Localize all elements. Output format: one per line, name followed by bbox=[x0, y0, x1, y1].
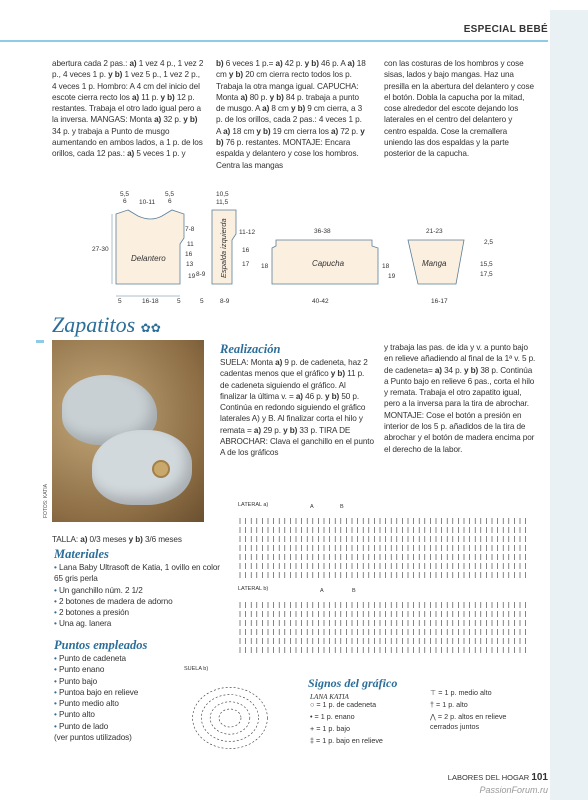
text-run: 12 p. restantes. Trabaja el otro lado igual pero a la inversa. MANGAS: Monta bbox=[52, 92, 201, 125]
size-marker: a) bbox=[253, 425, 262, 435]
bullet-icon: • bbox=[54, 619, 59, 629]
svg-text:B: B bbox=[340, 504, 344, 510]
legend-item: ‡ = 1 p. bajo en relieve bbox=[310, 736, 383, 745]
text-run: 42 p. bbox=[282, 59, 305, 68]
bullet-icon: • bbox=[54, 676, 59, 686]
materiales-title: Materiales bbox=[54, 547, 109, 561]
text-run: 5 veces 1 p. y bbox=[134, 149, 186, 159]
stitch-symbol-icon: • bbox=[310, 712, 315, 721]
size-marker: a) bbox=[295, 391, 303, 401]
size-marker: b) bbox=[216, 59, 224, 68]
list-item: • Punto alto bbox=[54, 710, 95, 720]
list-item: • Punto bajo bbox=[54, 676, 98, 686]
size-marker: a) bbox=[275, 59, 283, 68]
size-marker: y b) bbox=[269, 92, 284, 102]
size-marker: y b) bbox=[183, 115, 198, 125]
text-run: 8 cm bbox=[269, 104, 291, 114]
svg-text:17: 17 bbox=[242, 261, 250, 268]
svg-text:16: 16 bbox=[185, 251, 193, 258]
text-run: SUELA: Monta bbox=[220, 358, 276, 367]
size-marker: a) bbox=[127, 149, 135, 159]
flower-icon: ✿✿ bbox=[140, 321, 161, 335]
crochet-chart-suela bbox=[180, 660, 280, 760]
svg-text:10-11: 10-11 bbox=[139, 199, 156, 206]
svg-text:A: A bbox=[320, 588, 324, 594]
bullet-icon: • bbox=[54, 585, 59, 595]
text-run: 19 cm cierra los bbox=[270, 126, 332, 136]
text-run: 11 p. bbox=[139, 92, 161, 102]
svg-text:18: 18 bbox=[261, 263, 269, 270]
text-run: 46 p. bbox=[302, 391, 325, 401]
page-edge-tab bbox=[550, 10, 588, 800]
section-accent bbox=[36, 340, 44, 343]
size-marker: a) bbox=[434, 365, 442, 375]
legend-item: † = 1 p. alto bbox=[430, 700, 468, 709]
list-item: • 2 botones de madera de adorno bbox=[54, 596, 173, 606]
capucha-label: Capucha bbox=[312, 259, 345, 268]
text-run: 6 veces 1 p.= bbox=[223, 59, 276, 68]
text-column-3 bbox=[384, 58, 536, 160]
text-run: 1 vez 4 p., 1 vez 2 p., 4 veces 1 p. bbox=[52, 59, 204, 80]
text-run: 46 p. A bbox=[318, 59, 348, 68]
svg-text:5,5: 5,5 bbox=[165, 191, 175, 198]
size-marker: y b) bbox=[463, 365, 479, 375]
text-run: 20 cm cierra recto todos los p. Trabaja la otra manga igual. CAPUCHA: Monta bbox=[216, 70, 359, 102]
svg-text:11,5: 11,5 bbox=[216, 199, 229, 206]
text-run: 29 p. bbox=[261, 425, 284, 435]
text-run: 34 p. y trabaja a Punto de musgo aumentando en ambos lados, a 1 p. de los orillos, cada 12 pas.: bbox=[52, 126, 203, 159]
stitch-symbol-icon: ⋀ bbox=[430, 712, 438, 721]
size-marker: a) bbox=[131, 92, 140, 102]
svg-text:17,5: 17,5 bbox=[480, 271, 493, 278]
text-run: con las costuras de los hombros y cose sisas, lados y bajo mangas. Haz una presilla en la abertura del delantero y cose el botón. Dobla la capucha por la mitad, cose alrededor del escote dejando los laterales en el centro del delantero y centro espalda. Cose la cremallera uniendo las dos espaldas y la parte posterior de la capucha. bbox=[384, 59, 534, 159]
bullet-icon: • bbox=[54, 687, 59, 697]
svg-text:10,5: 10,5 bbox=[216, 191, 229, 198]
legend-item: ○ = 1 p. de cadeneta bbox=[310, 700, 377, 709]
garment-schematic bbox=[76, 186, 526, 308]
size-marker: y b) bbox=[283, 425, 298, 435]
svg-text:5: 5 bbox=[118, 298, 122, 305]
size-marker: y b) bbox=[216, 126, 365, 148]
legend-item: ⊤ = 1 p. medio alto bbox=[430, 688, 492, 697]
product-photo bbox=[52, 340, 204, 522]
svg-text:6: 6 bbox=[168, 198, 172, 205]
svg-text:LATERAL a): LATERAL a) bbox=[238, 502, 269, 508]
realizacion-title: Realización bbox=[220, 342, 281, 356]
section-title: Zapatitos ✿✿ bbox=[52, 312, 161, 337]
text-run: 18 cm bbox=[230, 126, 257, 136]
svg-text:2,5: 2,5 bbox=[484, 239, 494, 246]
text-run: 50 p. Continúa en redondo siguiendo el gráfico laterales A) bbox=[220, 391, 366, 424]
size-marker: a) bbox=[240, 92, 248, 102]
text-run: 9 cm cierra, a 3 p. de los orillos, cada 2 pas.: 4 veces 1 p. A bbox=[216, 104, 363, 136]
svg-text:40-42: 40-42 bbox=[312, 298, 329, 305]
stitch-symbol-icon: ⊤ bbox=[430, 688, 439, 697]
list-item: • Punto de cadeneta bbox=[54, 654, 126, 663]
svg-text:15,5: 15,5 bbox=[480, 261, 493, 268]
svg-text:18: 18 bbox=[382, 263, 390, 270]
text-run: y bbox=[261, 414, 266, 424]
delantero-label: Delantero bbox=[131, 254, 166, 263]
svg-text:27-30: 27-30 bbox=[92, 246, 109, 253]
svg-text:LATERAL b): LATERAL b) bbox=[238, 586, 269, 592]
header-rule bbox=[0, 40, 548, 42]
manga-label: Manga bbox=[422, 259, 447, 268]
size-marker: y b) bbox=[304, 59, 319, 68]
stitch-symbol-icon: ‡ bbox=[310, 736, 316, 745]
legend-item: ⋀ = 2 p. altos en relieve cerrados juntos bbox=[430, 712, 507, 731]
svg-text:16: 16 bbox=[242, 247, 250, 254]
svg-text:8-9: 8-9 bbox=[196, 271, 206, 278]
footer bbox=[448, 772, 548, 783]
text-run: 38 p. Continúa a Punto bajo en relieve 6 pas., corta el hilo y remata. Trabaja el otro zapatito igual, pero a la inversa para la tira de abrochar. MONTAJE: Cose el botón a presión en interior de los 5 p. añadidos de la tira de abrochar y el botón de madera encima por el derecho de la labor. bbox=[384, 365, 535, 454]
sole-round bbox=[210, 702, 250, 734]
svg-text:6: 6 bbox=[123, 198, 127, 205]
text-run: 9 p. de cadeneta, haz 2 cadentas menos que el gráfico bbox=[220, 358, 368, 379]
bullet-icon: • bbox=[54, 563, 59, 572]
bullet-icon: • bbox=[54, 596, 59, 606]
delantero-piece bbox=[116, 210, 184, 284]
sole-round bbox=[193, 687, 268, 748]
text-run: 72 p. bbox=[338, 126, 361, 136]
list-item: • Punto enano bbox=[54, 665, 105, 675]
bullet-icon: • bbox=[54, 654, 59, 663]
stitch-symbol-icon: + bbox=[310, 724, 317, 733]
text-run: 80 p. bbox=[247, 92, 270, 102]
size-marker: y b) bbox=[325, 391, 340, 401]
bullet-icon: • bbox=[54, 665, 59, 675]
svg-text:A: A bbox=[310, 504, 314, 510]
list-item: • Un ganchillo núm. 2 1/2 bbox=[54, 585, 143, 595]
espalda-label: Espalda izquierda bbox=[219, 218, 228, 278]
photo-credit: FOTOS: KATIA bbox=[43, 484, 49, 518]
bullet-icon: • bbox=[54, 699, 59, 709]
footer-magazine: LABORES DEL HOGAR bbox=[447, 773, 530, 782]
list-item: • Punto de lado bbox=[54, 721, 109, 731]
signos-title: Signos del gráfico bbox=[308, 676, 398, 690]
svg-text:SUELA b): SUELA b) bbox=[184, 666, 209, 672]
svg-text:7-8: 7-8 bbox=[185, 226, 195, 233]
text-run: 33 p. TIRA DE ABROCHAR: Clava el ganchillo en el punto A de los gráficos bbox=[220, 425, 374, 458]
text-run: 18 cm bbox=[216, 59, 366, 80]
size-marker: a) bbox=[154, 115, 162, 125]
list-item: • 2 botones a presión bbox=[54, 608, 129, 618]
text-run: 34 p. bbox=[441, 365, 464, 375]
stitch-symbol-icon: ○ bbox=[310, 700, 317, 709]
size-marker: y b) bbox=[330, 369, 345, 379]
puntos-title: Puntos empleados bbox=[54, 638, 148, 652]
list-item: • Una ag. lanera bbox=[54, 619, 112, 629]
svg-text:5: 5 bbox=[177, 298, 181, 305]
list-item: • Lana Baby Ultrasoft de Katia, 1 ovillo en color 65 gris perla bbox=[54, 563, 220, 584]
text-column-1 bbox=[52, 58, 204, 160]
svg-text:5,5: 5,5 bbox=[120, 191, 130, 198]
signos-subtitle: LANA KATIA bbox=[310, 693, 349, 701]
stitch-symbol-icon: † bbox=[430, 700, 436, 709]
size-marker: a) bbox=[347, 59, 355, 68]
puntos-note: (ver puntos utilizados) bbox=[54, 733, 132, 743]
svg-text:16-18: 16-18 bbox=[142, 298, 159, 305]
watermark: PassionForum.ru bbox=[479, 785, 548, 795]
svg-text:19: 19 bbox=[388, 273, 396, 280]
signos-right-list bbox=[430, 688, 534, 734]
text-run: 11 p. de cadeneta siguiendo el gráfico. Al finalizar la última v. = bbox=[220, 369, 365, 401]
svg-text:16-17: 16-17 bbox=[431, 298, 448, 305]
text-run: 32 p. bbox=[161, 115, 184, 125]
text-run: abertura cada 2 pas.: bbox=[52, 59, 130, 68]
size-marker: a) bbox=[262, 104, 270, 114]
size-marker: y b) bbox=[228, 70, 244, 80]
text-run: y trabaja las pas. de ida y v. a punto bajo en relieve añadiendo al final de la 1ª v. 5 p. de cadeneta= bbox=[384, 343, 536, 375]
svg-text:36-38: 36-38 bbox=[314, 228, 331, 235]
legend-item: + = 1 p. bajo bbox=[310, 724, 350, 733]
size-marker: a) bbox=[223, 126, 231, 136]
header-title: ESPECIAL BEBÉ bbox=[463, 24, 548, 35]
realizacion-column-2 bbox=[384, 342, 536, 455]
signos-left-list bbox=[310, 700, 430, 748]
svg-text:5: 5 bbox=[200, 298, 204, 305]
svg-text:11-12: 11-12 bbox=[239, 229, 256, 236]
svg-text:11: 11 bbox=[187, 241, 194, 248]
realizacion-block bbox=[220, 342, 374, 459]
text-run: 84 p. trabaja a punto de musgo. A bbox=[216, 92, 359, 114]
size-marker: y b) bbox=[108, 70, 123, 80]
page-number: 101 bbox=[531, 772, 548, 783]
sole-round bbox=[219, 709, 241, 727]
svg-text:8-9: 8-9 bbox=[220, 298, 230, 305]
size-marker: y b) bbox=[256, 126, 271, 136]
size-marker: y b) bbox=[290, 104, 306, 114]
bullet-icon: • bbox=[54, 608, 59, 618]
list-item: • Puntoa bajo en relieve bbox=[54, 687, 139, 697]
bullet-icon: • bbox=[54, 721, 59, 731]
legend-item: • = 1 p. enano bbox=[310, 712, 355, 721]
svg-text:21-23: 21-23 bbox=[426, 228, 443, 235]
svg-text:19: 19 bbox=[188, 273, 196, 280]
text-run: 76 p. restantes. MONTAJE: Encara espalda y delantero y cose los hombros. Centra las mangas bbox=[216, 138, 359, 170]
svg-text:13: 13 bbox=[186, 261, 194, 268]
size-marker: y b) bbox=[160, 92, 175, 102]
text-column-2 bbox=[216, 58, 368, 171]
text-run: 1 vez 5 p., 1 vez 2 p., 4 veces 1 p. Hombro: A 4 cm del inicio del escote cierra recto los bbox=[52, 70, 200, 102]
bullet-icon: • bbox=[54, 710, 59, 720]
crochet-chart-lateral bbox=[236, 498, 536, 658]
text-run: B. Al finalizar corta el hilo y remata = bbox=[220, 414, 363, 435]
size-marker: a) bbox=[331, 126, 339, 136]
materiales-block bbox=[54, 547, 224, 630]
size-marker: a) bbox=[129, 59, 137, 68]
list-item: • Punto medio alto bbox=[54, 699, 119, 709]
size-marker: a) bbox=[275, 358, 283, 367]
talla-line: TALLA: a) 0/3 meses y b) 3/6 meses bbox=[52, 535, 182, 544]
svg-text:B: B bbox=[352, 588, 356, 594]
